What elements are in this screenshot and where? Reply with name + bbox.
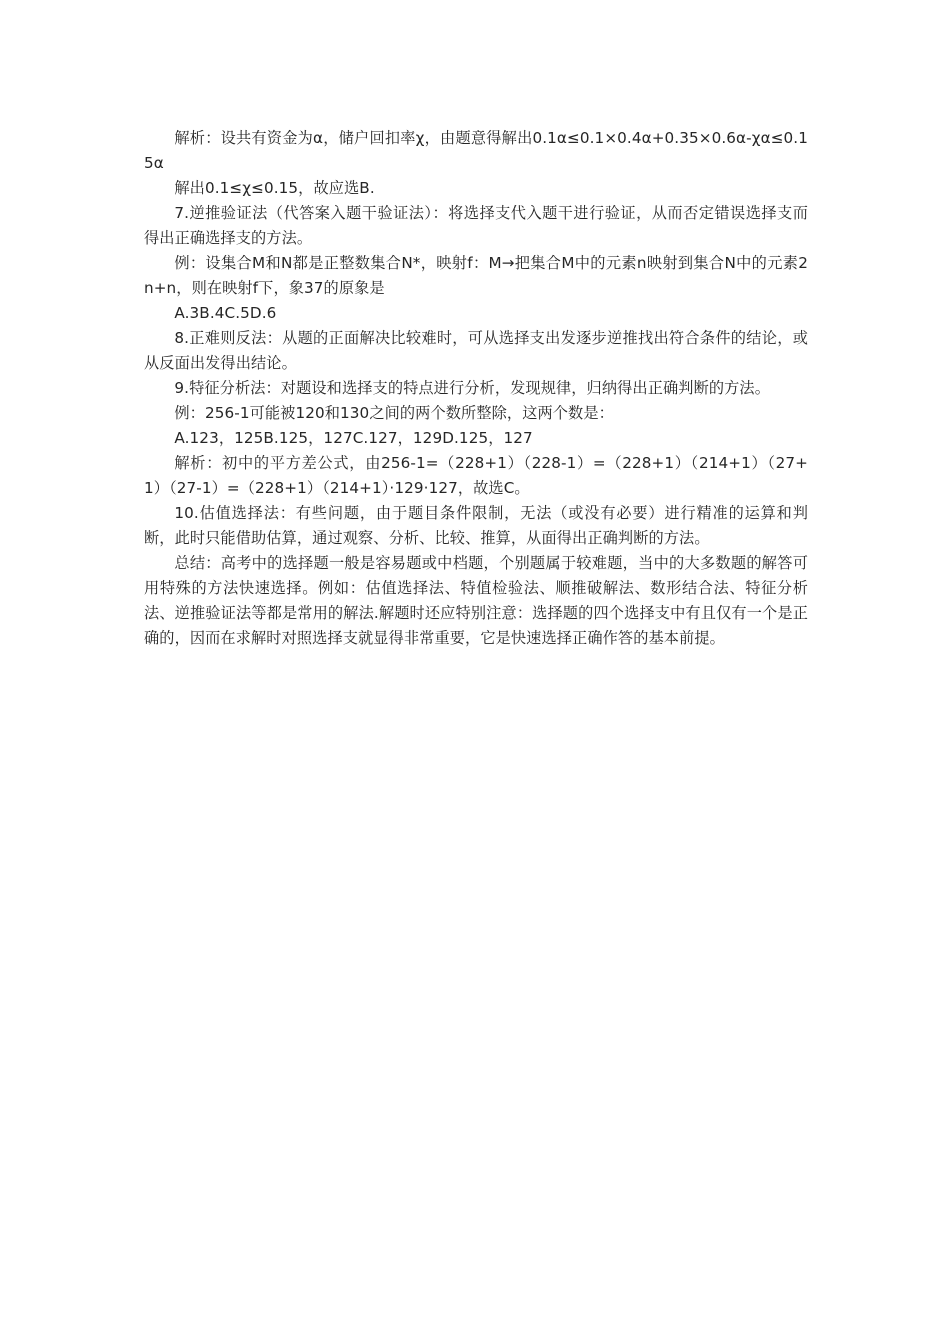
paragraph-method-9: 9.特征分析法：对题设和选择支的特点进行分析，发现规律，归纳得出正确判断的方法。: [174, 379, 771, 397]
paragraph-method-10: 10.估值选择法：有些问题，由于题目条件限制，无法（或没有必要）进行精准的运算和判断，此时只能借助估算，通过观察、分析、比较、推算，从面得出正确判断的方法。: [144, 504, 808, 547]
document-body: [144, 126, 808, 651]
paragraph-method-8: 8.正难则反法：从题的正面解决比较难时，可从选择支出发逐步逆推找出符合条件的结论，或从反面出发得出结论。: [144, 329, 808, 372]
paragraph-example-divisible: 例：256-1可能被120和130之间的两个数所整除，这两个数是：: [174, 404, 614, 422]
paragraph-example-mapping: 例：设集合M和N都是正整数集合N*，映射f：M→把集合M中的元素n映射到集合N中的元素2n+n，则在映射f下，象37的原象是: [144, 254, 808, 297]
paragraph-solution-intro: 解析：设共有资金为α，储户回扣率χ，由题意得解出0.1α≤0.1×0.4α+0.35×0.6α-χα≤0.15α: [144, 129, 808, 172]
paragraph-options-2: A.123，125B.125，127C.127，129D.125，127: [174, 429, 533, 447]
paragraph-options-1: A.3B.4C.5D.6: [174, 304, 277, 322]
paragraph-method-7: 7.逆推验证法（代答案入题干验证法）：将选择支代入题干进行验证，从而否定错误选择支而得出正确选择支的方法。: [144, 204, 808, 247]
paragraph-summary: 总结：高考中的选择题一般是容易题或中档题，个别题属于较难题，当中的大多数题的解答可用特殊的方法快速选择。例如：估值选择法、特值检验法、顺推破解法、数形结合法、特征分析法、逆推验证法等都是常用的解法.解题时还应特别注意：选择题的四个选择支中有且仅有一个是正确的，因而在求解时对照选择支就显得非常重要，它是快速选择正确作答的基本前提。: [144, 554, 808, 647]
paragraph-solution-formula: 解析：初中的平方差公式，由256-1=（228+1）（228-1）=（228+1）（214+1）（27+1）（27-1）=（228+1）（214+1）·129·127，故选C。: [144, 454, 808, 497]
paragraph-solution-result: 解出0.1≤χ≤0.15，故应选B.: [174, 179, 375, 197]
